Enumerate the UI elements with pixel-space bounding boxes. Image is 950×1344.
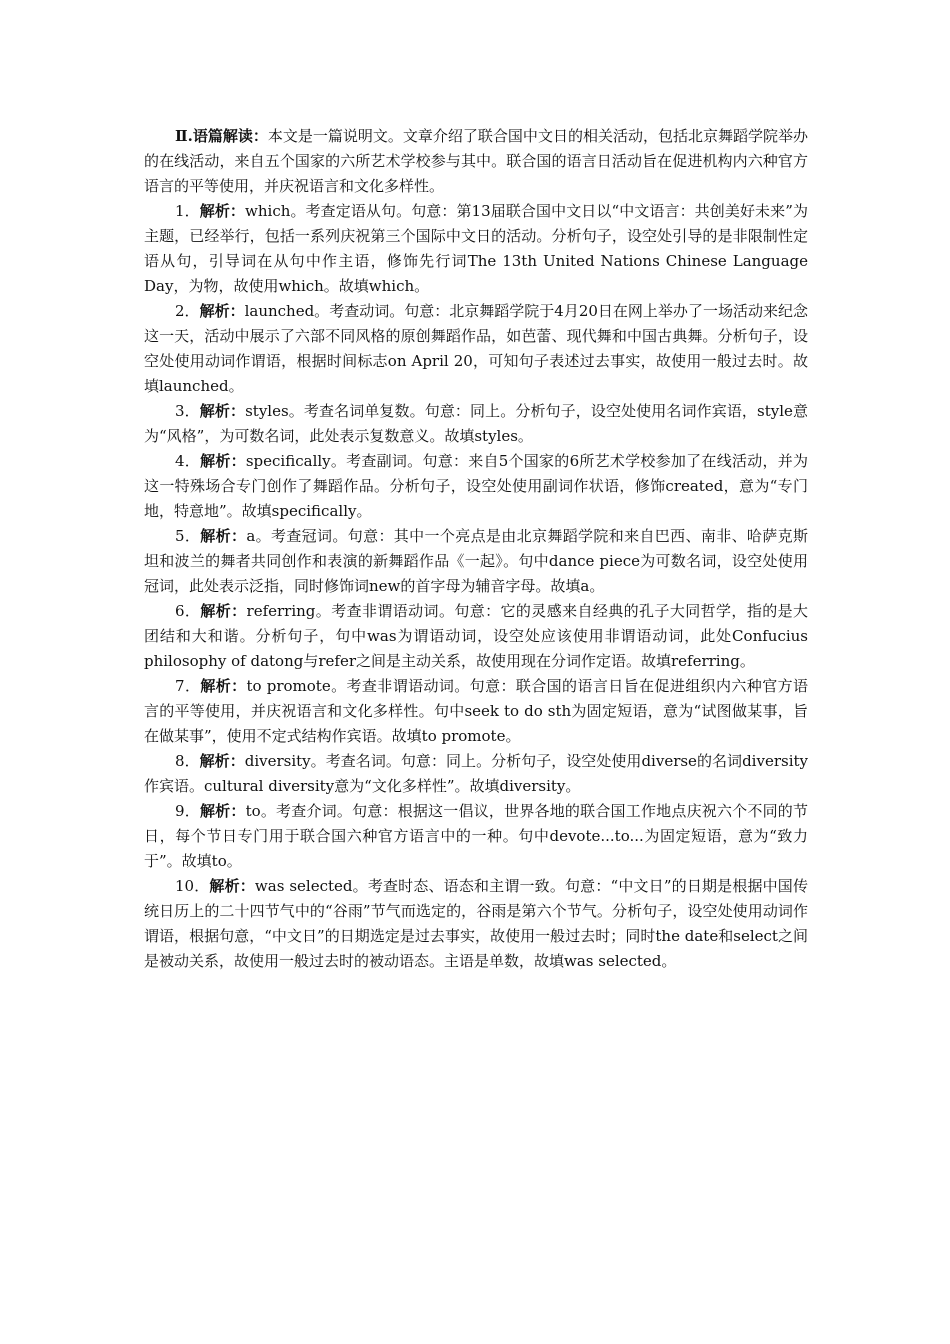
item-text: to。考查介词。句意：根据这一倡议，世界各地的联合国工作地点庆祝六个不同的节日，每个节日专门用于联合国六种官方语言中的一种。句中devote...to...为固定短语，意为“致力于”。故填to。 bbox=[144, 802, 808, 870]
explanation-item-6 bbox=[144, 599, 808, 674]
explanation-item-5 bbox=[144, 524, 808, 599]
passage-summary bbox=[144, 124, 808, 199]
item-label: 解析： bbox=[209, 877, 255, 895]
explanation-item-4 bbox=[144, 449, 808, 524]
item-number: 4． bbox=[175, 452, 201, 470]
explanation-item-1 bbox=[144, 199, 808, 299]
item-text: referring。考查非谓语动词。句意：它的灵感来自经典的孔子大同哲学，指的是大团结和大和谐。分析句子，句中was为谓语动词，设空处应该使用非谓语动词，此处Confucius philosophy of datong与refer之间是主动关系，故使用现在分词作定语。故填referring。 bbox=[144, 602, 808, 670]
explanation-item-3 bbox=[144, 399, 808, 449]
item-label: 解析： bbox=[199, 752, 245, 770]
item-number: 2． bbox=[175, 302, 200, 320]
explanation-item-2 bbox=[144, 299, 808, 399]
summary-text: 本文是一篇说明文。文章介绍了联合国中文日的相关活动，包括北京舞蹈学院举办的在线活动，来自五个国家的六所艺术学校参与其中。联合国的语言日活动旨在促进机构内六种官方语言的平等使用，并庆祝语言和文化多样性。 bbox=[144, 127, 808, 195]
explanation-item-9 bbox=[144, 799, 808, 874]
item-label: 解析： bbox=[199, 302, 245, 320]
item-text: which。考查定语从句。句意：第13届联合国中文日以“中文语言：共创美好未来”为主题，已经举行，包括一系列庆祝第三个国际中文日的活动。分析句子，设空处引导的是非限制性定语从句，引导词在从句中作主语，修饰先行词The 13th United Nations Chinese Language Day，为物，故使用which。故填which。 bbox=[144, 202, 808, 295]
item-label: 解析： bbox=[200, 527, 247, 545]
item-text: styles。考查名词单复数。句意：同上。分析句子，设空处使用名词作宾语，style意为“风格”，为可数名词，此处表示复数意义。故填styles。 bbox=[144, 402, 809, 445]
item-number: 8． bbox=[175, 752, 200, 770]
item-number: 3． bbox=[175, 402, 200, 420]
item-label: 解析： bbox=[199, 202, 246, 220]
item-text: a。考查冠词。句意：其中一个亮点是由北京舞蹈学院和来自巴西、南非、哈萨克斯坦和波兰的舞者共同创作和表演的新舞蹈作品《一起》。句中dance piece为可数名词，设空处使用冠词，此处表示泛指，同时修饰词new的首字母为辅音字母。故填a。 bbox=[144, 527, 808, 595]
answer-explanation-page bbox=[144, 124, 808, 974]
item-text: diversity。考查名词。句意：同上。分析句子，设空处使用diverse的名词diversity作宾语。cultural diversity意为“文化多样性”。故填diversity。 bbox=[144, 752, 808, 795]
item-label: 解析： bbox=[200, 602, 247, 620]
item-number: 9． bbox=[175, 802, 200, 820]
item-label: 解析： bbox=[200, 677, 247, 695]
item-number: 5． bbox=[175, 527, 201, 545]
item-label: 解析： bbox=[200, 452, 246, 470]
item-text: specifically。考查副词。句意：来自5个国家的6所艺术学校参加了在线活动，并为这一特殊场合专门创作了舞蹈作品。分析句子，设空处使用副词作状语，修饰created，意为“专门地，特意地”。故填specifically。 bbox=[144, 452, 808, 520]
item-number: 6． bbox=[175, 602, 201, 620]
explanation-item-10 bbox=[144, 874, 808, 974]
summary-label: Ⅱ.语篇解读： bbox=[175, 127, 268, 145]
item-label: 解析： bbox=[199, 402, 246, 420]
explanation-item-7 bbox=[144, 674, 808, 749]
item-text: to promote。考查非谓语动词。句意：联合国的语言日旨在促进组织内六种官方语言的平等使用，并庆祝语言和文化多样性。句中seek to do sth为固定短语，意为“试图做某事，旨在做某事”，使用不定式结构作宾语。故填to promote。 bbox=[144, 677, 808, 745]
item-number: 7． bbox=[175, 677, 201, 695]
item-number: 1． bbox=[175, 202, 200, 220]
explanation-item-8 bbox=[144, 749, 808, 799]
item-number: 10． bbox=[175, 877, 210, 895]
item-text: was selected。考查时态、语态和主谓一致。句意：“中文日”的日期是根据中国传统日历上的二十四节气中的“谷雨”节气而选定的，谷雨是第六个节气。分析句子，设空处使用动词作谓语，根据句意，“中文日”的日期选定是过去事实，故使用一般过去时；同时the date和select之间是被动关系，故使用一般过去时的被动语态。主语是单数，故填was selected。 bbox=[144, 877, 808, 970]
item-text: launched。考查动词。句意：北京舞蹈学院于4月20日在网上举办了一场活动来纪念这一天，活动中展示了六部不同风格的原创舞蹈作品，如芭蕾、现代舞和中国古典舞。分析句子，设空处使用动词作谓语，根据时间标志on April 20，可知句子表述过去事实，故使用一般过去时。故填launched。 bbox=[144, 302, 808, 395]
item-label: 解析： bbox=[199, 802, 246, 820]
